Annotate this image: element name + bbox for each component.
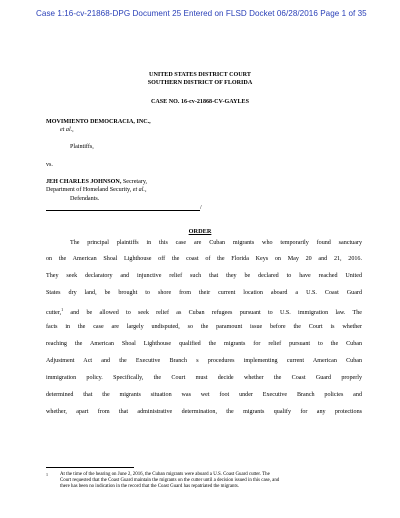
footnote-number: 1 [46,472,48,477]
plaintiff-et-al: et al., [60,127,74,133]
defendants-label: Defendants. [70,196,100,202]
footnote-line: Court requested that the Coast Guard maintain the migrants on the cutter until a decision issued in this case, and [60,478,280,483]
body-line-start: cutter, [46,310,62,317]
body-line: whether, apart from that administrative determination, the migrants qualify for any protections [46,409,362,415]
defendant-line [46,179,147,185]
footnote-separator [46,467,134,468]
defendant-department: Department of Homeland Security, [46,187,133,193]
body-line: on the American Shoal Lighthouse off the coast of the Florida Keys on May 20 and 21, 2016. [46,256,362,262]
body-line: They seek declaratory and injunctive relief such that they be declared to have reached United [46,273,362,279]
court-name-line-2: SOUTHERN DISTRICT OF FLORIDA [147,80,253,86]
body-line: immigration policy. Specifically, the Court must decide whether the Coast Guard properly [46,375,362,381]
caption-divider-line [46,210,200,211]
versus-label: vs. [46,162,53,168]
defendant-name: JEH CHARLES JOHNSON, [46,179,122,185]
body-line: Adjustment Act and the Executive Branch s procedures implementing current American Cuban [46,358,362,364]
case-number: CASE NO. 16-cv-21868-CV-GAYLES [150,99,249,105]
body-line: facts in the case are largely undisputed, so the paramount issue before the Court is whether [46,324,362,330]
footnote-reference[interactable]: 1 [61,307,64,312]
body-line: determined that the migrants situation was wet foot under Executive Branch policies and [46,392,362,398]
defendant-role: Secretary, [121,179,148,185]
body-line: The principal plaintiffs in this case are Cuban migrants who temporarily found sanctuary [70,240,362,246]
body-line-rest: and be allowed to seek relief as Cuban refugees pursuant to U.S. immigration law. The [63,310,362,317]
order-title [0,228,400,235]
caption-slash: / [200,205,202,211]
docket-header-stamp: Case 1:16-cv-21868-DPG Document 25 Entered on FLSD Docket 06/28/2016 Page 1 of 35 [36,9,367,18]
defendant-dept-line [46,187,146,193]
plaintiff-name: MOVIMIENTO DEMOCRACIA, INC., [46,119,151,125]
body-line: reaching the American Shoal Lighthouse qualified the migrants for relief pursuant to the Cuban [46,341,362,347]
footnote-line: there has been no indication in the record that the Coast Guard has repatriated the migrants. [60,484,239,489]
order-title-text: ORDER [188,228,212,235]
court-name-line-1: UNITED STATES DISTRICT COURT [149,72,251,78]
footnote-line: At the time of the hearing on June 2, 2016, the Cuban migrants were aboard a U.S. Coast Guard cutter. The [60,472,270,477]
body-line-with-footnote [46,307,362,316]
defendant-et-al: et al., [132,187,147,193]
plaintiffs-label: Plaintiffs, [70,144,94,150]
body-line: States dry land, be brought to shore from their current location aboard a U.S. Coast Guard [46,290,362,296]
